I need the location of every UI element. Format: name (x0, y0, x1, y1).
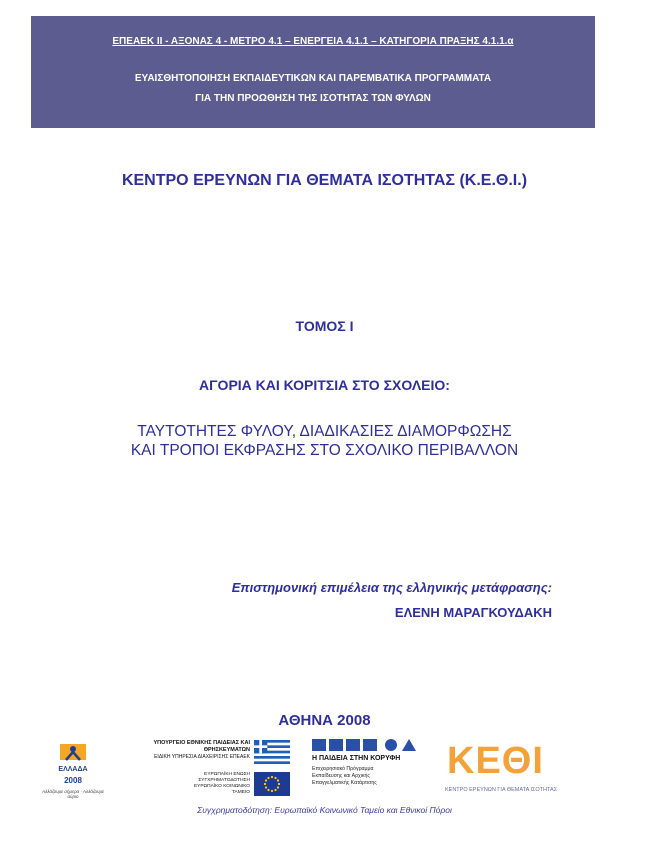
ellada-label: ΕΛΛΑΔΑ (58, 766, 88, 773)
book-description-line1: ΤΑΥΤΟΤΗΤΕΣ ΦΥΛΟΥ, ΔΙΑΔΙΚΑΣΙΕΣ ΔΙΑΜΟΡΦΩΣΗΣ (137, 423, 512, 440)
greek-flag-icon (254, 740, 290, 764)
eu-line2: ΣΥΓΧΡΗΜΑΤΟΔΟΤΗΣΗ (198, 778, 250, 783)
paideia-program (312, 766, 424, 787)
ministry-service: ΕΙΔΙΚΗ ΥΠΗΡΕΣΙΑ ΔΙΑΧΕΙΡΙΣΗΣ ΕΠΕΑΕΚ (154, 754, 250, 760)
place-year: ΑΘΗΝΑ 2008 (278, 712, 371, 729)
book-description-line2: ΚΑΙ ΤΡΟΠΟΙ ΕΚΦΡΑΣΗΣ ΣΤΟ ΣΧΟΛΙΚΟ ΠΕΡΙΒΑΛΛΟΝ (130, 442, 519, 459)
paideia-line3: Επαγγελματικής Κατάρτισης (312, 780, 377, 786)
sponsor-logos (30, 734, 590, 804)
program-title-line1: ΕΥΑΙΣΘΗΤΟΠΟΙΗΣΗ ΕΚΠΑΙΔΕΥΤΙΚΩΝ ΚΑΙ ΠΑΡΕΜΒΑΤΙΚΑ ΠΡΟΓΡΑΜΜΑΤΑ (134, 73, 492, 84)
program-code: ΕΠΕΑΕΚ ΙΙ - ΑΞΟΝΑΣ 4 - ΜΕΤΡΟ 4.1 – ΕΝΕΡΓΕΙΑ 4.1.1 – ΚΑΤΗΓΟΡΙΑ ΠΡΑΞΗΣ 4.1.1.α (112, 36, 514, 47)
kethi-subtitle: ΚΕΝΤΡΟ ΕΡΕΥΝΩΝ ΓΙΑ ΘΕΜΑΤΑ ΙΣΟΤΗΤΑΣ (445, 787, 558, 793)
ellada-year: 2008 (64, 776, 82, 785)
ministry-name: ΥΠΟΥΡΓΕΙΟ ΕΘΝΙΚΗΣ ΠΑΙΔΕΙΑΣ ΚΑΙ ΘΡΗΣΚΕΥΜΑΤΩΝ (153, 740, 250, 753)
paideia-shapes-icon (312, 738, 424, 752)
volume-label: ΤΟΜΟΣ Ι (295, 318, 354, 334)
book-subtitle: ΑΓΟΡΙΑ ΚΑΙ ΚΟΡΙΤΣΙΑ ΣΤΟ ΣΧΟΛΕΙΟ: (199, 377, 450, 393)
eu-line1: ΕΥΡΩΠΑΪΚΗ ΕΝΩΣΗ (204, 772, 250, 777)
organization-title: ΚΕΝΤΡΟ ΕΡΕΥΝΩΝ ΓΙΑ ΘΕΜΑΤΑ ΙΣΟΤΗΤΑΣ (Κ.Ε.Θ.Ι.) (121, 172, 528, 189)
eu-flag-icon (254, 772, 290, 796)
kethi-logo (443, 740, 583, 800)
ministry-text (120, 740, 250, 761)
paideia-line1: Επιχειρησιακό Πρόγραμμα (312, 766, 374, 772)
ellada-slogan: Αλλάζουμε σήμερα · Αλλάζουμε αύριο (42, 789, 104, 799)
header-banner (31, 16, 595, 128)
runner-icon (56, 740, 90, 764)
paideia-line2: Εκπαίδευσης και Αρχικής (312, 773, 370, 779)
editor-label: Επιστημονική επιμέλεια της ελληνικής μετάφρασης: (231, 580, 552, 595)
paideia-title: Η ΠΑΙΔΕΙΑ ΣΤΗΝ ΚΟΡΥΦΗ (312, 755, 401, 762)
ellada-2008-logo (38, 734, 108, 800)
eu-text (180, 772, 250, 796)
funding-note: Συγχρηματοδότηση: Ευρωπαϊκό Κοινωνικό Ταμείο και Εθνικοί Πόροι (197, 805, 452, 815)
eu-line3: ΕΥΡΩΠΑΪΚΟ ΚΟΙΝΩΝΙΚΟ ΤΑΜΕΙΟ (193, 784, 250, 795)
editor-name: ΕΛΕΝΗ ΜΑΡΑΓΚΟΥΔΑΚΗ (394, 605, 552, 620)
program-title-line2: ΓΙΑ ΤΗΝ ΠΡΟΩΘΗΣΗ ΤΗΣ ΙΣΟΤΗΤΑΣ ΤΩΝ ΦΥΛΩΝ (195, 93, 431, 104)
kethi-mark: ΚΕΘΙ (447, 740, 544, 782)
